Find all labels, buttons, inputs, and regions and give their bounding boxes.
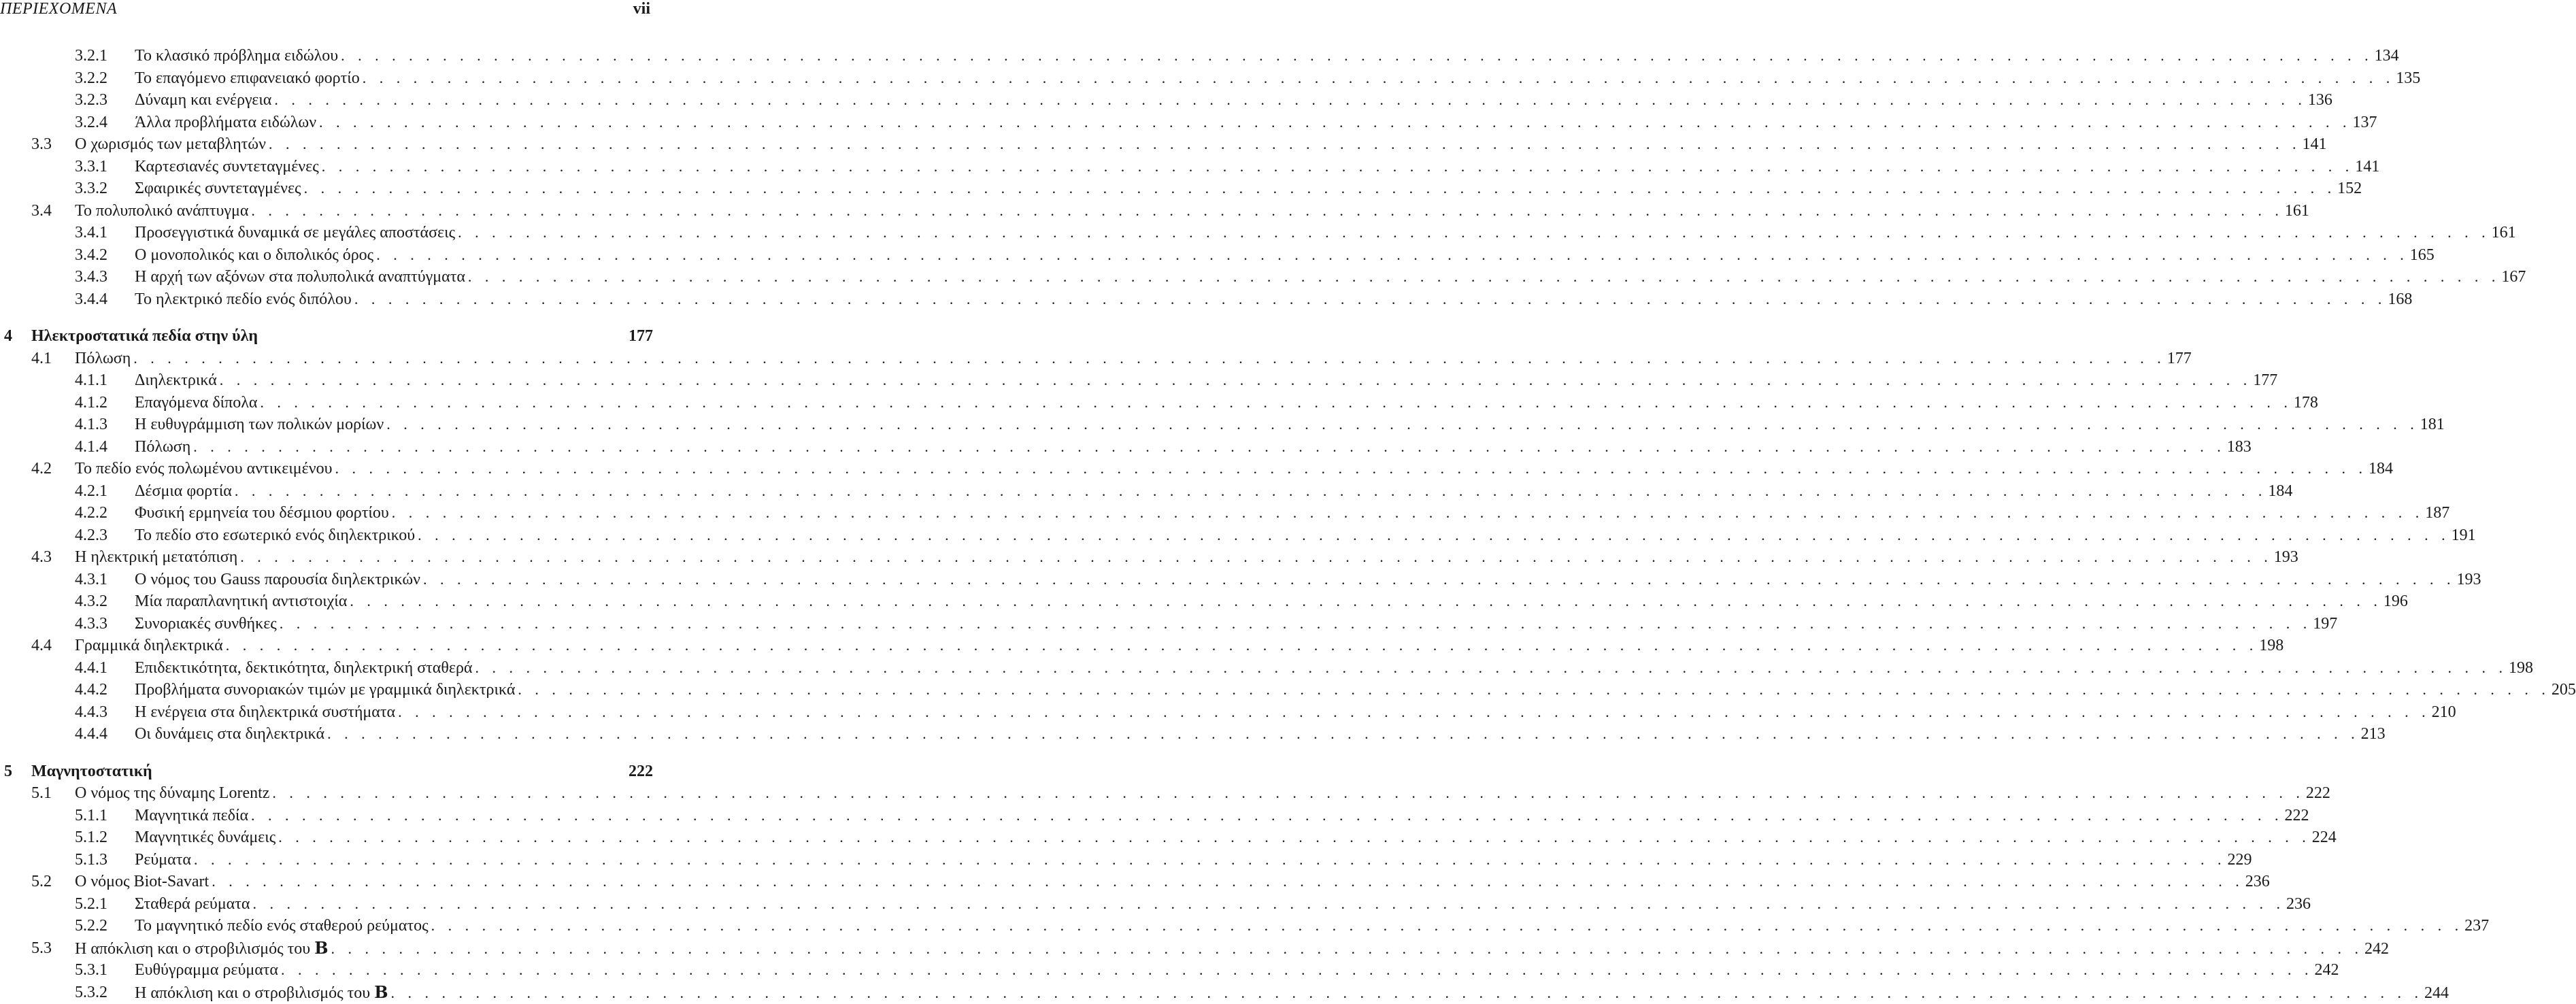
- dot-leader: . . . . . . . . . . . . . . . . . . . . . . . . . . . . . . . . . . . . . . . . . . . . . . . . . . . . . . . . . . . . . . . . . . . . . . . . . . . . . . . . . . . . . . . . . . . . . . . . . . . . . . . . . . . . . . . . . . . . . . . .: [280, 961, 2313, 978]
- toc-entry-row[interactable]: [0, 222, 2516, 244]
- toc-entry-number: 5.3.2: [75, 983, 107, 1001]
- toc-entry-title: Επαγόμενα δίπολα: [135, 392, 260, 414]
- toc-entry-row[interactable]: [0, 369, 2278, 392]
- toc-entry-row[interactable]: [0, 569, 2481, 591]
- toc-entry-row[interactable]: [0, 613, 2338, 635]
- toc-entry-number: 3.4.2: [75, 246, 107, 264]
- toc-entry-row[interactable]: [0, 67, 2421, 90]
- dot-leader: . . . . . . . . . . . . . . . . . . . . . . . . . . . . . . . . . . . . . . . . . . . . . . . . . . . . . . . . . . . . . . . . . . . . . . . . . . . . . . . . . . . . . . . . . . . . . . . . . . . . . . . . . . . . . . . . . . . . . . . .: [193, 437, 2226, 455]
- page-number: vii: [633, 0, 650, 18]
- toc-entry-title: Το επαγόμενο επιφανειακό φορτίο: [135, 67, 363, 90]
- dot-leader: . . . . . . . . . . . . . . . . . . . . . . . . . . . . . . . . . . . . . . . . . . . . . . . . . . . . . . . . . . . . . . . . . . . . . . . . . . . . . . . . . . . . . . . . . . . . . . . . . . . . . . . . . . . . . . . . . . . . . . . .: [376, 246, 2409, 263]
- toc-entry-line: [75, 937, 2389, 960]
- dot-leader: . . . . . . . . . . . . . . . . . . . . . . . . . . . . . . . . . . . . . . . . . . . . . . . . . . . . . . . . . . . . . . . . . . . . . . . . . . . . . . . . . . . . . . . . . . . . . . . . . . . . . . . . . . . . . . . . . . . . . . . .: [341, 47, 2373, 64]
- toc-entry-line: [135, 89, 2332, 112]
- toc-entry-page: 165: [2409, 246, 2435, 264]
- toc-entry-line: [75, 546, 2298, 569]
- toc-entry-row[interactable]: [0, 436, 2252, 458]
- dot-leader: . . . . . . . . . . . . . . . . . . . . . . . . . . . . . . . . . . . . . . . . . . . . . . . . . . . . . . . . . . . . . . . . . . . . . . . . . . . . . . . . . . . . . . . . . . . . . . . . . . . . . . . . . . . . . . . . . . . . . . . .: [467, 268, 2500, 285]
- toc-entry-number: 5.2.1: [75, 894, 107, 913]
- toc-entry-page: 222: [2284, 806, 2309, 824]
- toc-entry-title: Μαγνητικά πεδία: [135, 805, 251, 827]
- toc-entry-number: 3.3: [31, 135, 52, 153]
- toc-entry-line: [135, 288, 2413, 311]
- toc-entry-page: 244: [2424, 984, 2449, 1002]
- toc-entry-page: 222: [2305, 784, 2330, 802]
- page-header: [0, 0, 653, 19]
- toc-entry-page: 183: [2226, 437, 2252, 456]
- toc-entry-number: 4.3.3: [75, 614, 107, 633]
- toc-entry-title: Ευθύγραμμα ρεύματα: [135, 959, 281, 982]
- toc-entry-number: 3.2.3: [75, 91, 107, 109]
- dot-leader: . . . . . . . . . . . . . . . . . . . . . . . . . . . . . . . . . . . . . . . . . . . . . . . . . . . . . . . . . . . . . . . . . . . . . . . . . . . . . . . . . . . . . . . . . . . . . . . . . . . . . . . . . . . . . . . . . . . . . . . .: [303, 180, 2337, 197]
- toc-entry-row[interactable]: [0, 635, 2284, 657]
- toc-entry-page: 136: [2307, 91, 2332, 109]
- toc-entry-page: 236: [2286, 894, 2311, 913]
- dot-leader: . . . . . . . . . . . . . . . . . . . . . . . . . . . . . . . . . . . . . . . . . . . . . . . . . . . . . . . . . . . . . . . . . . . . . . . . . . . . . . . . . . . . . . . . . . . . . . . . . . . . . . . . . . . . . . . . . . . . . . . .: [234, 482, 2267, 499]
- toc-entry-line: [135, 67, 2421, 90]
- toc-entry-row[interactable]: [0, 782, 2330, 805]
- toc-entry-title: Η ενέργεια στα διηλεκτρικά συστήματα: [135, 701, 398, 724]
- toc-entry-number: 5.2.2: [75, 917, 107, 935]
- toc-entry-page: 184: [2268, 482, 2293, 500]
- toc-entry-page: 236: [2245, 873, 2270, 890]
- dot-leader: . . . . . . . . . . . . . . . . . . . . . . . . . . . . . . . . . . . . . . . . . . . . . . . . . . . . . . . . . . . . . . . . . . . . . . . . . . . . . . . . . . . . . . . . . . . . . . . . . . . . . . . . . . . . . . . . . . . . . . . .: [212, 873, 2244, 890]
- dot-leader: . . . . . . . . . . . . . . . . . . . . . . . . . . . . . . . . . . . . . . . . . . . . . . . . . . . . . . . . . . . . . . . . . . . . . . . . . . . . . . . . . . . . . . . . . . . . . . . . . . . . . . . . . . . . . . . . . . . . . . . .: [331, 939, 2363, 957]
- toc-entry-page: 135: [2396, 69, 2421, 87]
- toc-entry-line: [75, 782, 2330, 805]
- toc-entry-number: 4.3.1: [75, 570, 107, 588]
- toc-entry-line: [135, 982, 2449, 1004]
- toc-entry-line: [135, 222, 2516, 244]
- toc-entry-title: Η ηλεκτρική μετατόπιση: [75, 546, 240, 569]
- toc-entry-page: 198: [2509, 658, 2533, 677]
- toc-entry-number: 5.1.1: [75, 806, 107, 824]
- toc-entry-line: [75, 200, 2309, 222]
- toc-entry-page: 137: [2352, 113, 2377, 131]
- toc-entry-page: 187: [2425, 504, 2450, 522]
- toc-entry-row[interactable]: [0, 959, 2339, 982]
- dot-leader: . . . . . . . . . . . . . . . . . . . . . . . . . . . . . . . . . . . . . . . . . . . . . . . . . . . . . . . . . . . . . . . . . . . . . . . . . . . . . . . . . . . . . . . . . . . . . . . . . . . . . . . . . . . . . . . . . . . . . . . .: [475, 658, 2507, 676]
- dot-leader: . . . . . . . . . . . . . . . . . . . . . . . . . . . . . . . . . . . . . . . . . . . . . . . . . . . . . . . . . . . . . . . . . . . . . . . . . . . . . . . . . . . . . . . . . . . . . . . . . . . . . . . . . . . . . . . . . . . . . . . .: [225, 637, 2258, 654]
- dot-leader: . . . . . . . . . . . . . . . . . . . . . . . . . . . . . . . . . . . . . . . . . . . . . . . . . . . . . . . . . . . . . . . . . . . . . . . . . . . . . . . . . . . . . . . . . . . . . . . . . . . . . . . . . . . . . . . . . . . . . . . .: [319, 113, 2352, 131]
- toc-entry-page: 141: [2302, 135, 2327, 153]
- toc-entry-number: 4.3: [31, 548, 52, 566]
- toc-entry-line: [135, 178, 2362, 200]
- toc-entry-title: Άλλα προβλήματα ειδώλων: [135, 112, 319, 134]
- dot-leader: . . . . . . . . . . . . . . . . . . . . . . . . . . . . . . . . . . . . . . . . . . . . . . . . . . . . . . . . . . . . . . . . . . . . . . . . . . . . . . . . . . . . . . . . . . . . . . . . . . . . . . . . . . . . . . . . . . . . . . . .: [398, 703, 2430, 720]
- dot-leader: . . . . . . . . . . . . . . . . . . . . . . . . . . . . . . . . . . . . . . . . . . . . . . . . . . . . . . . . . . . . . . . . . . . . . . . . . . . . . . . . . . . . . . . . . . . . . . . . . . . . . . . . . . . . . . . . . . . . . . . .: [390, 984, 2423, 1001]
- toc-entry-page: 177: [2253, 371, 2278, 389]
- toc-entry-row[interactable]: [0, 524, 2476, 547]
- toc-entry-line: [135, 244, 2435, 267]
- toc-entry-row[interactable]: [0, 546, 2298, 569]
- toc-entry-page: 184: [2368, 460, 2393, 478]
- toc-entry-line: [75, 458, 2393, 480]
- toc-entry-number: 4.4.1: [75, 658, 107, 677]
- toc-entry-line: [135, 112, 2377, 134]
- toc-entry-title: Οι δυνάμεις στα διηλεκτρικά: [135, 723, 327, 746]
- dot-leader: . . . . . . . . . . . . . . . . . . . . . . . . . . . . . . . . . . . . . . . . . . . . . . . . . . . . . . . . . . . . . . . . . . . . . . . . . . . . . . . . . . . . . . . . . . . . . . . . . . . . . . . . . . . . . . . . . . . . . . . .: [251, 806, 2284, 824]
- toc-entry-page: 222: [629, 762, 653, 780]
- dot-leader: . . . . . . . . . . . . . . . . . . . . . . . . . . . . . . . . . . . . . . . . . . . . . . . . . . . . . . . . . . . . . . . . . . . . . . . . . . . . . . . . . . . . . . . . . . . . . . . . . . . . . . . . . . . . . . . . . . . . . . . .: [133, 349, 2166, 367]
- dot-leader: . . . . . . . . . . . . . . . . . . . . . . . . . . . . . . . . . . . . . . . . . . . . . . . . . . . . . . . . . . . . . . . . . . . . . . . . . . . . . . . . . . . . . . . . . . . . . . . . . . . . . . . . . . . . . . . . . . . . . . . .: [386, 416, 2419, 433]
- dot-leader: . . . . . . . . . . . . . . . . . . . . . . . . . . . . . . . . . . . . . . . . . . . . . . . . . . . . . . . . . . . . . . . . . . . . . . . . . . . . . . . . . . . . . . . . . . . . . . . . . . . . . . . . . . . . . . . . . . . . . . . .: [252, 894, 2285, 912]
- toc-entry-page: 210: [2431, 703, 2456, 721]
- dot-leader: . . . . . . . . . . . . . . . . . . . . . . . . . . . . . . . . . . . . . . . . . . . . . . . . . . . . . . . . . . . . . . . . . . . . . . . . . . . . . . . . . . . . . . . . . . . . . . . . . . . . . . . . . . . . . . . . . . . . . . . .: [268, 135, 2301, 152]
- dot-leader: . . . . . . . . . . . . . . . . . . . . . . . . . . . . . . . . . . . . . . . . . . . . . . . . . . . . . . . . . . . . . . . . . . . . . . . . . . . . . . . . . . . . . . . . . . . . . . . . . . . . . . . . . . . . . . . . . . . . . . . .: [362, 69, 2395, 86]
- dot-leader: . . . . . . . . . . . . . . . . . . . . . . . . . . . . . . . . . . . . . . . . . . . . . . . . . . . . . . . . . . . . . . . . . . . . . . . . . . . . . . . . . . . . . . . . . . . . . . . . . . . . . . . . . . . . . . . . . . . . . . . .: [260, 393, 2292, 411]
- toc-entry-row[interactable]: [0, 392, 2318, 414]
- dot-leader: . . . . . . . . . . . . . . . . . . . . . . . . . . . . . . . . . . . . . . . . . . . . . . . . . . . . . . . . . . . . . . . . . . . . . . . . . . . . . . . . . . . . . . . . . . . . . . . . . . . . . . . . . . . . . . . . . . . . . . . .: [193, 850, 2226, 868]
- toc-entry-number: 4: [4, 327, 12, 345]
- toc-entry-line: [135, 480, 2293, 503]
- dot-leader: . . . . . . . . . . . . . . . . . . . . . . . . . . . . . . . . . . . . . . . . . . . . . . . . . . . . . . . . . . . . . . . . . . . . . . . . . . . . . . . . . . . . . . . . . . . . . . . . . . . . . . . . . . . . . . . . . . . . . . . .: [350, 592, 2382, 609]
- dot-leader: . . . . . . . . . . . . . . . . . . . . . . . . . . . . . . . . . . . . . . . . . . . . . . . . . . . . . . . . . . . . . . . . . . . . . . . . . . . . . . . . . . . . . . . . . . . . . . . . . . . . . . . . . . . . . . . . . . . . . . . .: [251, 201, 2284, 219]
- toc-entry-line: [135, 569, 2481, 591]
- toc-entry-line: [135, 826, 2337, 849]
- toc-entry-page: 178: [2293, 393, 2318, 412]
- vector-symbol: B: [374, 982, 388, 1002]
- toc-entry-row[interactable]: [0, 701, 2456, 724]
- toc-entry-line: [135, 959, 2339, 982]
- toc-entry-number: 3.4.4: [75, 290, 107, 308]
- toc-entry-page: 193: [2273, 548, 2298, 566]
- toc-entry-title: Δέσμια φορτία: [135, 480, 235, 503]
- toc-entry-number: 5.3.1: [75, 961, 107, 979]
- toc-entry-line: [75, 348, 2192, 370]
- toc-entry-page: 152: [2337, 180, 2362, 197]
- toc-entry-page: 224: [2311, 829, 2337, 846]
- toc-entry-page: 237: [2464, 917, 2490, 935]
- toc-entry-row[interactable]: [0, 89, 2332, 112]
- toc-entry-page: 197: [2313, 614, 2338, 633]
- toc-entry-line: [135, 679, 2576, 701]
- toc-entry-line: [135, 915, 2490, 937]
- toc-entry-line: [135, 266, 2526, 288]
- toc-entry-number: 4.1.1: [75, 371, 107, 389]
- toc-entry-row[interactable]: [0, 45, 2399, 67]
- toc-entry-title: Το πολυπολικό ανάπτυγμα: [75, 200, 251, 222]
- toc-entry-number: 4.1.3: [75, 416, 107, 433]
- toc-entry-number: 5.3: [31, 939, 52, 957]
- toc-entry-row[interactable]: [0, 133, 2327, 156]
- toc-entry-row[interactable]: [0, 244, 2435, 267]
- toc-entry-row[interactable]: [0, 915, 2490, 937]
- toc-entry-title: Προβλήματα συνοριακών τιμών με γραμμικά διηλεκτρικά: [135, 679, 518, 701]
- dot-leader: . . . . . . . . . . . . . . . . . . . . . . . . . . . . . . . . . . . . . . . . . . . . . . . . . . . . . . . . . . . . . . . . . . . . . . . . . . . . . . . . . . . . . . . . . . . . . . . . . . . . . . . . . . . . . . . . . . . . . . . .: [518, 681, 2550, 698]
- toc-entry-page: 177: [629, 327, 653, 345]
- toc-entry-title: Σταθερά ρεύματα: [135, 893, 252, 916]
- toc-entry-line: [135, 701, 2456, 724]
- dot-leader: . . . . . . . . . . . . . . . . . . . . . . . . . . . . . . . . . . . . . . . . . . . . . . . . . . . . . . . . . . . . . . . . . . . . . . . . . . . . . . . . . . . . . . . . . . . . . . . . . . . . . . . . . . . . . . . . . . . . . . . .: [354, 290, 2387, 307]
- toc-entry-title: Η απόκλιση και ο στροβιλισμός του B: [135, 982, 390, 1004]
- toc-entry-title: Δύναμη και ενέργεια: [135, 89, 274, 112]
- toc-entry-number: 4.4.2: [75, 681, 107, 699]
- toc-entry-title: Σφαιρικές συντεταγμένες: [135, 178, 304, 200]
- toc-entry-row[interactable]: [0, 458, 2393, 480]
- toc-entry-page: 198: [2259, 637, 2284, 654]
- toc-entry-title: Ηλεκτροστατικά πεδία στην ύλη: [31, 325, 261, 348]
- toc-entry-number: 3.4.1: [75, 224, 107, 241]
- toc-entry-row[interactable]: [0, 982, 2449, 1004]
- toc-entry-line: [135, 590, 2408, 613]
- toc-entry-row[interactable]: [0, 288, 2413, 311]
- dot-leader: . . . . . . . . . . . . . . . . . . . . . . . . . . . . . . . . . . . . . . . . . . . . . . . . . . . . . . . . . . . . . . . . . . . . . . . . . . . . . . . . . . . . . . . . . . . . . . . . . . . . . . . . . . . . . . . . . . . . . . . .: [219, 371, 2252, 388]
- toc-entry-title: Το κλασικό πρόβλημα ειδώλου: [135, 45, 341, 67]
- toc-entry-title: Το μαγνητικό πεδίο ενός σταθερού ρεύματος: [135, 915, 431, 937]
- toc-entry-row[interactable]: [0, 723, 2386, 746]
- toc-entry-page: 181: [2420, 416, 2445, 433]
- toc-entry-number: 4.4: [31, 637, 52, 654]
- toc-entry-title: Προσεγγιστικά δυναμικά σε μεγάλες αποστάσεις: [135, 222, 458, 244]
- dot-leader: . . . . . . . . . . . . . . . . . . . . . . . . . . . . . . . . . . . . . . . . . . . . . . . . . . . . . . . . . . . . . . . . . . . . . . . . . . . . . . . . . . . . . . . . . . . . . . . . . . . . . . . . . . . . . . . . . . . . . . . .: [458, 224, 2490, 241]
- dot-leader: . . . . . . . . . . . . . . . . . . . . . . . . . . . . . . . . . . . . . . . . . . . . . . . . . . . . . . . . . . . . . . . . . . . . . . . . . . . . . . . . . . . . . . . . . . . . . . . . . . . . . . . . . . . . . . . . . . . . . . . .: [274, 91, 2307, 108]
- toc-entry-row[interactable]: [0, 893, 2311, 916]
- toc-entry-title: Η αρχή των αξόνων στα πολυπολικά αναπτύγματα: [135, 266, 468, 288]
- toc-entry-row[interactable]: [0, 266, 2526, 288]
- toc-entry-line: [135, 893, 2311, 916]
- toc-entry-line: [135, 45, 2399, 67]
- dot-leader: . . . . . . . . . . . . . . . . . . . . . . . . . . . . . . . . . . . . . . . . . . . . . . . . . . . . . . . . . . . . . . . . . . . . . . . . . . . . . . . . . . . . . . . . . . . . . . . . . . . . . . . . . . . . . . . . . . . . . . . .: [272, 784, 2305, 801]
- toc-entry-row[interactable]: [0, 178, 2362, 200]
- toc-entry-line: [135, 805, 2309, 827]
- toc-entry-title: Το πεδίο ενός πολωμένου αντικειμένου: [75, 458, 335, 480]
- toc-entry-title: Πόλωση: [75, 348, 133, 370]
- toc-entry-line: [31, 325, 653, 348]
- toc-entry-line: [135, 436, 2252, 458]
- toc-entry-row[interactable]: [0, 657, 2533, 680]
- toc-entry-number: 4.4.3: [75, 703, 107, 721]
- toc-entry-row[interactable]: [0, 871, 2270, 893]
- toc-entry-line: [135, 723, 2386, 746]
- toc-entry-line: [135, 613, 2338, 635]
- toc-entry-line: [135, 414, 2445, 436]
- toc-entry-number: 3.4: [31, 201, 52, 220]
- toc-entry-line: [135, 524, 2476, 547]
- toc-entry-line: [135, 392, 2318, 414]
- dot-leader: . . . . . . . . . . . . . . . . . . . . . . . . . . . . . . . . . . . . . . . . . . . . . . . . . . . . . . . . . . . . . . . . . . . . . . . . . . . . . . . . . . . . . . . . . . . . . . . . . . . . . . . . . . . . . . . . . . . . . . . .: [321, 157, 2354, 175]
- toc-entry-page: 196: [2383, 592, 2408, 610]
- dot-leader: . . . . . . . . . . . . . . . . . . . . . . . . . . . . . . . . . . . . . . . . . . . . . . . . . . . . . . . . . . . . . . . . . . . . . . . . . . . . . . . . . . . . . . . . . . . . . . . . . . . . . . . . . . . . . . . . . . . . . . . .: [278, 829, 2311, 846]
- running-title: ΠΕΡΙΕΧΟΜΕΝΑ: [0, 0, 118, 18]
- toc-entry-title: Συνοριακές συνθήκες: [135, 613, 280, 635]
- toc-chapter-row[interactable]: [0, 325, 653, 348]
- toc-entry-row[interactable]: [0, 112, 2377, 134]
- toc-entry-page: 205: [2551, 681, 2576, 699]
- toc-entry-line: [31, 760, 653, 783]
- toc-entry-page: 161: [2491, 224, 2516, 241]
- dot-leader: . . . . . . . . . . . . . . . . . . . . . . . . . . . . . . . . . . . . . . . . . . . . . . . . . . . . . . . . . . . . . . . . . . . . . . . . . . . . . . . . . . . . . . . . . . . . . . . . . . . . . . . . . . . . . . . . . . . . . . . .: [431, 917, 2464, 934]
- toc-entry-page: 168: [2388, 290, 2413, 308]
- dot-leader: . . . . . . . . . . . . . . . . . . . . . . . . . . . . . . . . . . . . . . . . . . . . . . . . . . . . . . . . . . . . . . . . . . . . . . . . . . . . . . . . . . . . . . . . . . . . . . . . . . . . . . . . . . . . . . . . . . . . . . . .: [279, 614, 2312, 632]
- toc-entry-line: [135, 657, 2533, 680]
- toc-entry-line: [75, 133, 2327, 156]
- toc-entry-line: [135, 502, 2450, 524]
- toc-entry-page: 141: [2355, 157, 2380, 175]
- toc-entry-title: Ο χωρισμός των μεταβλητών: [75, 133, 269, 156]
- dot-leader: . . . . . . . . . . . . . . . . . . . . . . . . . . . . . . . . . . . . . . . . . . . . . . . . . . . . . . . . . . . . . . . . . . . . . . . . . . . . . . . . . . . . . . . . . . . . . . . . . . . . . . . . . . . . . . . . . . . . . . . .: [327, 725, 2360, 742]
- dot-leader: . . . . . . . . . . . . . . . . . . . . . . . . . . . . . . . . . . . . . . . . . . . . . . . . . . . . . . . . . . . . . . . . . . . . . . . . . . . . . . . . . . . . . . . . . . . . . . . . . . . . . . . . . . . . . . . . . . . . . . . .: [335, 460, 2367, 477]
- toc-entry-page: 177: [2167, 349, 2192, 367]
- toc-entry-title: Γραμμικά διηλεκτρικά: [75, 635, 226, 657]
- toc-entry-row[interactable]: [0, 937, 2389, 960]
- toc-entry-number: 4.3.2: [75, 592, 107, 610]
- toc-entry-page: 229: [2227, 850, 2252, 869]
- toc-entry-number: 5.1.2: [75, 829, 107, 846]
- toc-entry-number: 3.2.2: [75, 69, 107, 87]
- toc-entry-line: [135, 849, 2252, 871]
- toc-entry-number: 4.1: [31, 349, 52, 367]
- toc-entry-page: 242: [2364, 939, 2389, 958]
- toc-entry-title: Ο νόμος του Gauss παρουσία διηλεκτρικών: [135, 569, 423, 591]
- toc-entry-number: 3.4.3: [75, 268, 107, 286]
- toc-entry-row[interactable]: [0, 590, 2408, 613]
- toc-entry-page: 193: [2456, 570, 2481, 588]
- toc-entry-number: 3.3.1: [75, 157, 107, 175]
- dot-leader: . . . . . . . . . . . . . . . . . . . . . . . . . . . . . . . . . . . . . . . . . . . . . . . . . . . . . . . . . . . . . . . . . . . . . . . . . . . . . . . . . . . . . . . . . . . . . . . . . . . . . . . . . . . . . . . . . . . . . . . .: [423, 570, 2456, 588]
- toc-entry-number: 5.1: [31, 784, 52, 802]
- toc-entry-title: Ο νόμος της δύναμης Lorentz: [75, 782, 272, 805]
- toc-entry-line: [75, 635, 2284, 657]
- toc-entry-title: Φυσική ερμηνεία του δέσμιου φορτίου: [135, 502, 392, 524]
- toc-entry-number: 4.4.4: [75, 725, 107, 743]
- toc-entry-number: 4.2.3: [75, 526, 107, 544]
- toc-entry-row[interactable]: [0, 480, 2293, 503]
- toc-entry-line: [135, 369, 2278, 392]
- toc-entry-row[interactable]: [0, 414, 2445, 436]
- toc-entry-number: 3.2.4: [75, 113, 107, 131]
- toc-entry-title: Η ευθυγράμμιση των πολικών μορίων: [135, 414, 386, 436]
- toc-entry-title: Η απόκλιση και ο στροβιλισμός του B: [75, 937, 331, 960]
- toc-entry-page: 242: [2314, 961, 2339, 979]
- toc-entry-title: Μαγνητικές δυνάμεις: [135, 826, 278, 849]
- toc-entry-number: 5: [4, 762, 12, 780]
- toc-entry-title: Το ηλεκτρικό πεδίο ενός διπόλου: [135, 288, 354, 311]
- toc-entry-number: 4.1.4: [75, 437, 107, 456]
- toc-entry-page: 161: [2284, 201, 2309, 220]
- dot-leader: . . . . . . . . . . . . . . . . . . . . . . . . . . . . . . . . . . . . . . . . . . . . . . . . . . . . . . . . . . . . . . . . . . . . . . . . . . . . . . . . . . . . . . . . . . . . . . . . . . . . . . . . . . . . . . . . . . . . . . . .: [391, 504, 2424, 521]
- toc-entry-row[interactable]: [0, 502, 2450, 524]
- toc-entry-number: 5.1.3: [75, 850, 107, 869]
- toc-entry-row[interactable]: [0, 805, 2309, 827]
- toc-entry-title: Διηλεκτρικά: [135, 369, 220, 392]
- toc-entry-line: [75, 871, 2270, 893]
- toc-entry-title: Μία παραπλανητική αντιστοιχία: [135, 590, 350, 613]
- toc-entry-number: 4.2.2: [75, 504, 107, 522]
- toc-entry-page: 134: [2374, 47, 2399, 65]
- toc-entry-number: 3.3.2: [75, 180, 107, 197]
- toc-entry-number: 4.2: [31, 460, 52, 478]
- toc-chapter-row[interactable]: [0, 760, 653, 783]
- toc-entry-page: 213: [2360, 725, 2386, 743]
- table-of-contents: [0, 45, 2576, 1003]
- toc-entry-page: 191: [2451, 526, 2476, 544]
- toc-entry-row[interactable]: [0, 826, 2337, 849]
- toc-entry-title: Μαγνητοστατική: [31, 760, 155, 783]
- toc-entry-title: Καρτεσιανές συντεταγμένες: [135, 156, 322, 178]
- vector-symbol: B: [314, 937, 329, 958]
- toc-entry-title: Το πεδίο στο εσωτερικό ενός διηλεκτρικού: [135, 524, 418, 547]
- toc-entry-row[interactable]: [0, 200, 2309, 222]
- toc-entry-number: 5.2: [31, 873, 52, 890]
- dot-leader: . . . . . . . . . . . . . . . . . . . . . . . . . . . . . . . . . . . . . . . . . . . . . . . . . . . . . . . . . . . . . . . . . . . . . . . . . . . . . . . . . . . . . . . . . . . . . . . . . . . . . . . . . . . . . . . . . . . . . . . .: [418, 526, 2450, 543]
- toc-entry-title: Ο μονοπολικός και ο διπολικός όρος: [135, 244, 376, 267]
- toc-entry-row[interactable]: [0, 348, 2192, 370]
- toc-entry-title: Ρεύματα: [135, 849, 194, 871]
- toc-entry-number: 3.2.1: [75, 47, 107, 65]
- toc-entry-title: Επιδεκτικότητα, δεκτικότητα, διηλεκτρική σταθερά: [135, 657, 475, 680]
- toc-entry-line: [135, 156, 2380, 178]
- toc-entry-row[interactable]: [0, 679, 2576, 701]
- toc-entry-number: 4.2.1: [75, 482, 107, 500]
- toc-entry-title: Πόλωση: [135, 436, 193, 458]
- toc-entry-row[interactable]: [0, 156, 2380, 178]
- toc-entry-number: 4.1.2: [75, 393, 107, 412]
- toc-entry-row[interactable]: [0, 849, 2252, 871]
- dot-leader: . . . . . . . . . . . . . . . . . . . . . . . . . . . . . . . . . . . . . . . . . . . . . . . . . . . . . . . . . . . . . . . . . . . . . . . . . . . . . . . . . . . . . . . . . . . . . . . . . . . . . . . . . . . . . . . . . . . . . . . .: [240, 548, 2273, 565]
- toc-entry-title: Ο νόμος Biot-Savart: [75, 871, 212, 893]
- toc-entry-page: 167: [2501, 268, 2526, 286]
